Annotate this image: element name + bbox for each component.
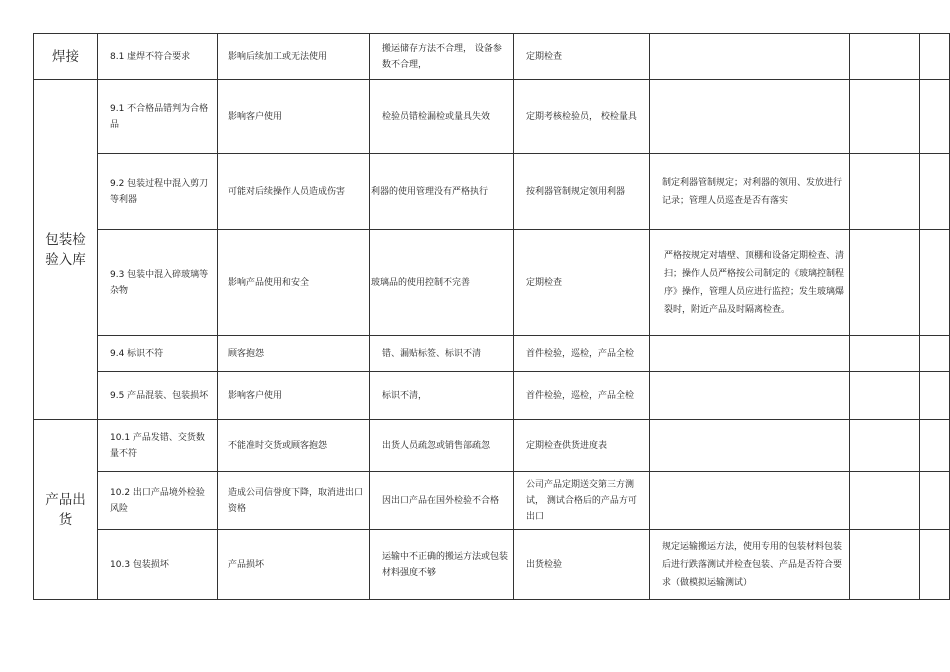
failure-mode-cell: 10.3 包装损坏 xyxy=(98,530,218,600)
current-control-cell: 定期检查 xyxy=(514,34,650,80)
empty-cell xyxy=(920,230,950,336)
empty-cell xyxy=(850,420,920,472)
failure-cause-cell: 检验员错检漏检或量具失效 xyxy=(370,80,514,154)
current-control-cell: 首件检验，巡检，产品全检 xyxy=(514,372,650,420)
action-cell xyxy=(650,372,850,420)
failure-cause-cell: 搬运储存方法不合理， 设备参数不合理， xyxy=(370,34,514,80)
empty-cell xyxy=(850,372,920,420)
failure-effect-cell: 影响后续加工或无法使用 xyxy=(218,34,370,80)
table-row xyxy=(34,530,950,600)
table-row xyxy=(34,80,950,154)
failure-mode-cell: 9.2 包装过程中混入剪刀等利器 xyxy=(98,154,218,230)
empty-cell xyxy=(850,530,920,600)
failure-cause-cell: 因出口产品在国外检验不合格 xyxy=(370,472,514,530)
failure-cause-cell: 玻璃品的使用控制不完善 xyxy=(370,230,514,336)
action-cell xyxy=(650,420,850,472)
failure-effect-cell: 可能对后续操作人员造成伤害 xyxy=(218,154,370,230)
failure-cause-cell: 出货人员疏忽或销售部疏忽 xyxy=(370,420,514,472)
failure-cause-cell: 运输中不正确的搬运方法或包装材料强度不够 xyxy=(370,530,514,600)
empty-cell xyxy=(920,80,950,154)
failure-effect-cell: 影响产品使用和安全 xyxy=(218,230,370,336)
failure-mode-cell: 10.2 出口产品境外检验风险 xyxy=(98,472,218,530)
empty-cell xyxy=(850,472,920,530)
empty-cell xyxy=(920,372,950,420)
action-cell xyxy=(650,472,850,530)
table-row xyxy=(34,34,950,80)
empty-cell xyxy=(920,34,950,80)
process-group-label: 焊接 xyxy=(34,34,98,80)
failure-effect-cell: 影响客户使用 xyxy=(218,80,370,154)
table-row xyxy=(34,336,950,372)
empty-cell xyxy=(920,472,950,530)
empty-cell xyxy=(920,336,950,372)
failure-effect-cell: 顾客抱怨 xyxy=(218,336,370,372)
empty-cell xyxy=(850,336,920,372)
empty-cell xyxy=(850,34,920,80)
process-group-label: 包装检验入库 xyxy=(34,80,98,420)
process-group-label: 产品出货 xyxy=(34,420,98,600)
table-row xyxy=(34,372,950,420)
empty-cell xyxy=(920,154,950,230)
table-row xyxy=(34,230,950,336)
failure-mode-cell: 9.4 标识不符 xyxy=(98,336,218,372)
action-cell xyxy=(650,80,850,154)
failure-mode-cell: 9.5 产品混装、包装损坏 xyxy=(98,372,218,420)
failure-mode-cell: 9.1 不合格品错判为合格品 xyxy=(98,80,218,154)
current-control-cell: 公司产品定期送交第三方测试， 测试合格后的产品方可出口 xyxy=(514,472,650,530)
table-row xyxy=(34,472,950,530)
action-cell xyxy=(650,34,850,80)
empty-cell xyxy=(850,80,920,154)
failure-mode-cell: 8.1 虚焊不符合要求 xyxy=(98,34,218,80)
action-cell: 制定利器管制规定；对利器的领用、发放进行记录；管理人员巡查是否有落实 xyxy=(650,154,850,230)
current-control-cell: 定期检查供货进度表 xyxy=(514,420,650,472)
action-cell: 严格按规定对墙壁、顶棚和设备定期检查、清扫；操作人员严格按公司制定的《玻璃控制程序》操作，管理人员应进行监控；发生玻璃爆裂时，附近产品及时隔离检查。 xyxy=(650,230,850,336)
action-cell: 规定运输搬运方法，使用专用的包装材料包装后进行跌落测试并检查包装、产品是否符合要求（做模拟运输测试） xyxy=(650,530,850,600)
failure-cause-cell: 利器的使用管理没有严格执行 xyxy=(370,154,514,230)
failure-effect-cell: 影响客户使用 xyxy=(218,372,370,420)
current-control-cell: 按利器管制规定领用利器 xyxy=(514,154,650,230)
table-row xyxy=(34,420,950,472)
fmea-table xyxy=(33,33,950,600)
failure-cause-cell: 标识不清， xyxy=(370,372,514,420)
failure-effect-cell: 造成公司信誉度下降，取消进出口资格 xyxy=(218,472,370,530)
failure-mode-cell: 10.1 产品发错、交货数量不符 xyxy=(98,420,218,472)
empty-cell xyxy=(850,154,920,230)
current-control-cell: 定期考核检验员， 校检量具 xyxy=(514,80,650,154)
failure-cause-cell: 错、漏贴标签、标识不清 xyxy=(370,336,514,372)
empty-cell xyxy=(920,530,950,600)
failure-mode-cell: 9.3 包装中混入碎玻璃等杂物 xyxy=(98,230,218,336)
table-row xyxy=(34,154,950,230)
current-control-cell: 定期检查 xyxy=(514,230,650,336)
current-control-cell: 首件检验，巡检，产品全检 xyxy=(514,336,650,372)
empty-cell xyxy=(850,230,920,336)
action-cell xyxy=(650,336,850,372)
failure-effect-cell: 不能准时交货或顾客抱怨 xyxy=(218,420,370,472)
current-control-cell: 出货检验 xyxy=(514,530,650,600)
empty-cell xyxy=(920,420,950,472)
failure-effect-cell: 产品损坏 xyxy=(218,530,370,600)
